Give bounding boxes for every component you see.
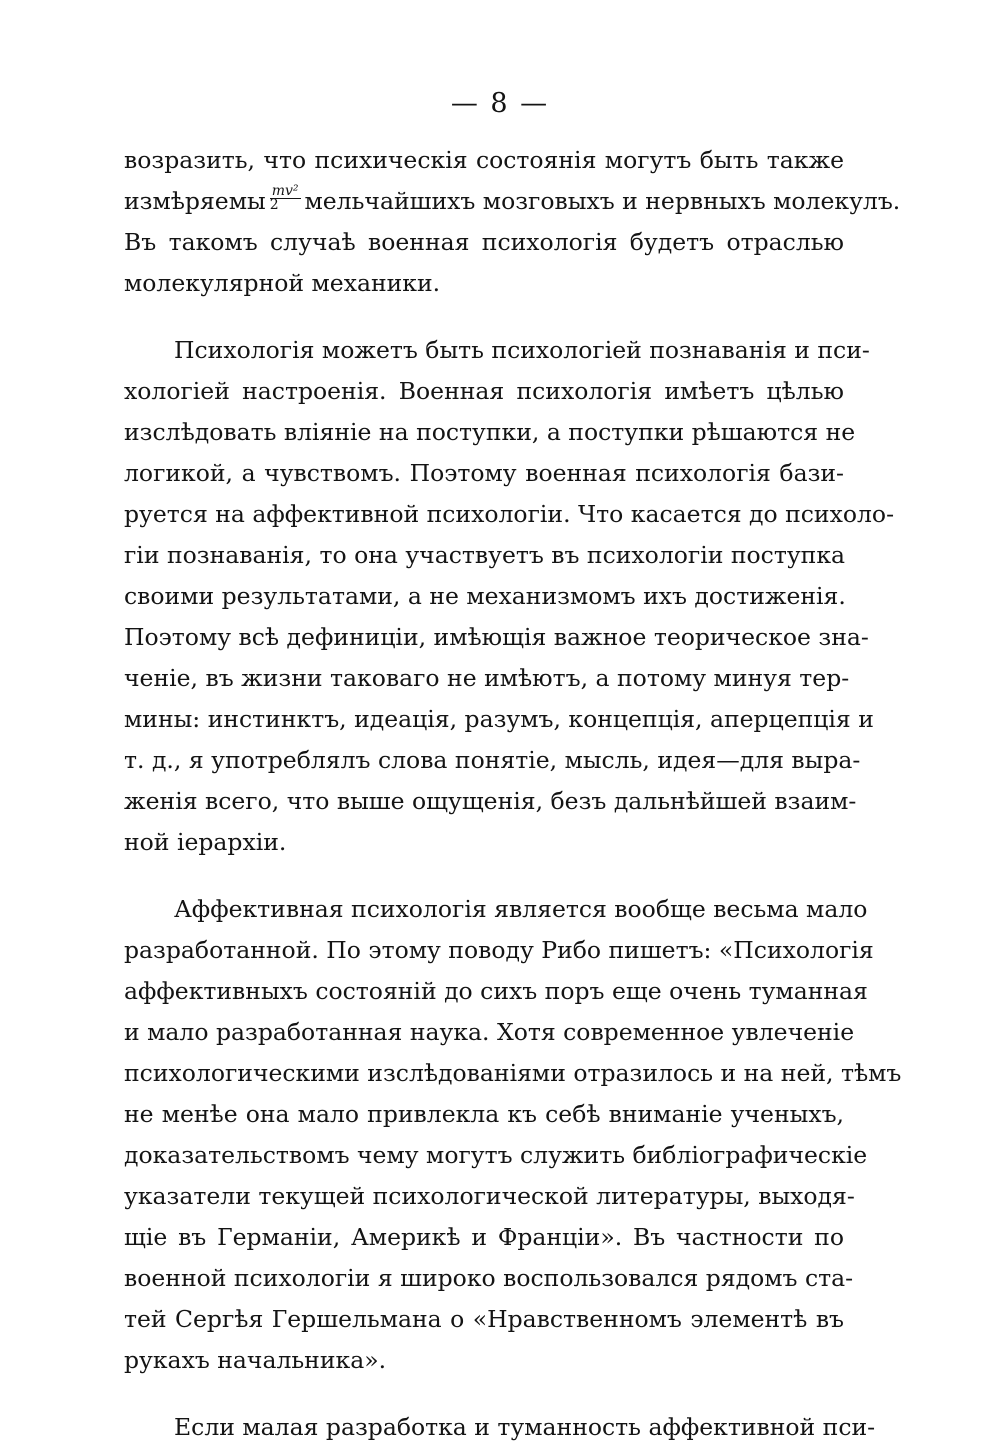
text-line: Аффективная психологія является вообще весьма мало [174, 895, 868, 923]
paragraph [124, 330, 895, 863]
text-line: гіи познаванія, то она участвуетъ въ психологіи поступка [124, 541, 846, 569]
text-line: Психологія можетъ быть психологіей познаванія и пси- [174, 336, 870, 364]
math-fraction [270, 185, 301, 212]
text-line: Поэтому всѣ дефиниціи, имѣющія важное теорическое зна- [124, 623, 869, 651]
paragraph [124, 140, 901, 304]
text-line: не менѣе она мало привлекла къ себѣ вниманіе ученыхъ, [124, 1100, 844, 1128]
text-line: доказательствомъ чему могутъ служить библіографическіе [124, 1141, 868, 1169]
text-line: указатели текущей психологической литературы, выходя- [124, 1182, 855, 1210]
text-line: мины: инстинктъ, идеація, разумъ, концепція, аперцепція и [124, 705, 874, 733]
text-line: т. д., я употреблялъ слова понятіе, мысль, идея—для выра- [124, 746, 861, 774]
text-line: молекулярной механики. [124, 269, 441, 297]
text-line: ной іерархіи. [124, 828, 287, 856]
text-line: тей Сергѣя Гершельмана о «Нравственномъ элементѣ въ [124, 1305, 844, 1333]
text-line: своими результатами, а не механизмомъ ихъ достиженія. [124, 582, 846, 610]
line-text-before-fraction: измѣряемы [124, 187, 266, 215]
paragraph-gap [124, 304, 844, 330]
text-line: хологіей настроенія. Военная психологія имѣетъ цѣлью [124, 377, 844, 405]
line-text-after-fraction: мельчайшихъ мозговыхъ и нервныхъ молекулъ. [304, 187, 901, 215]
text-line: ченіе, въ жизни таковаго не имѣютъ, а потому минуя тер- [124, 664, 850, 692]
text-line: руется на аффективной психологіи. Что касается до психоло- [124, 500, 895, 528]
body-text [124, 140, 902, 1448]
text-line: возразить, что психическія состоянія могутъ быть также [124, 146, 844, 174]
text-line: Если малая разработка и туманность аффективной пси- [174, 1413, 876, 1441]
paragraph-gap [124, 863, 844, 889]
fraction-denominator: 2 [269, 197, 279, 213]
text-line: и мало разработанная наука. Хотя современное увлеченіе [124, 1018, 855, 1046]
text-line: военной психологіи я широко воспользовался рядомъ ста- [124, 1264, 854, 1292]
text-line: аффективныхъ состояній до сихъ поръ еще очень туманная [124, 977, 868, 1005]
paragraph [124, 889, 902, 1381]
page-number: — 8 — [450, 88, 550, 119]
paragraph-gap [124, 1381, 844, 1407]
text-line: женія всего, что выше ощущенія, безъ дальнѣйшей взаим- [124, 787, 857, 815]
paragraph [124, 1407, 876, 1448]
text-line: рукахъ начальника». [124, 1346, 387, 1374]
fraction-numerator: mv² [271, 183, 299, 199]
text-line: логикой, а чувствомъ. Поэтому военная психологія бази- [124, 459, 844, 487]
text-line: щіе въ Германіи, Америкѣ и Франціи». Въ частности по [124, 1223, 844, 1251]
text-line [124, 181, 901, 222]
text-line: Въ такомъ случаѣ военная психологія будетъ отраслью [124, 228, 844, 256]
text-line: разработанной. По этому поводу Рибо пишетъ: «Психологія [124, 936, 874, 964]
text-line: изслѣдовать вліяніе на поступки, а поступки рѣшаются не [124, 418, 856, 446]
text-line: психологическими изслѣдованіями отразилось и на ней, тѣмъ [124, 1059, 902, 1087]
